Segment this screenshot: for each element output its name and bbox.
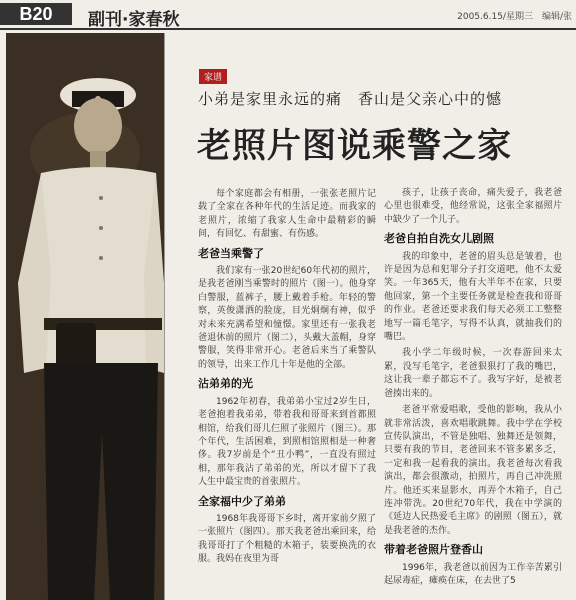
category-tag: 家谱 <box>199 69 227 84</box>
article-subtitle: 小弟是家里永远的痛 香山是父亲心中的憾 <box>198 90 503 108</box>
old-photo-policeman <box>6 33 165 600</box>
paragraph: 孩子，让孩子丧命，痛失爱子，我老爸心里也很难受，他经常说，这张全家福照片中缺少了一个儿子。 <box>384 188 562 225</box>
subheading: 老爸自拍自洗女儿剧照 <box>384 232 494 246</box>
subheading: 老爸当乘警了 <box>198 246 264 260</box>
subheading: 全家福中少了弟弟 <box>198 494 286 508</box>
subheading: 带着老爸照片登香山 <box>384 543 483 557</box>
paragraph: 我小学二年级时候，一次春游回来太累，没写毛笔字，老爸狠狠打了我的嘴巴，这让我一辈子都忘不了。我写字好，是被老爸揍出来的。 <box>384 348 562 399</box>
paragraph: 1962年初春，我弟弟小宝过2岁生日，老爸抱着我弟弟，带着我和哥哥来到首都照相馆，给我们哥儿仨照了张照片（图三）。那个年代，生活困难，到照相馆照相是一种奢侈。我7岁前是个“丑小鸭”，一直没有照过相，那年我沾了弟弟的光，所以才留下了我人生中最宝贵的首张照片。 <box>198 396 376 488</box>
left-text-column <box>198 188 376 570</box>
article-title: 老照片图说乘警之家 <box>197 126 512 166</box>
paragraph: 1968年我哥哥下乡时，离开家前夕照了一张照片（图四）。那天我老爸出乘回来，给我哥哥打了个粗糙的木箱子，装要换洗的衣服。我妈在夜里为哥 <box>198 513 376 565</box>
date-info: 2005.6.15/星期三 编辑/张 <box>457 12 572 22</box>
policeman-figure <box>6 33 164 600</box>
page-number-badge: B20 <box>0 3 72 25</box>
right-text-column <box>384 187 562 591</box>
paragraph: 我们家有一张20世纪60年代初的照片，是我老爸刚当乘警时的照片（图一）。他身穿白警服，蓝裤子，腰上戴着手枪。年轻的警察，英俊潇洒的脸庞，目光炯炯有神，似乎对未来充满希望和憧憬。家里还有一张我老爸退休前的照片（图二），头戴大盖帽，身穿警服，笑得非常开心。老爸后来当了乘警队的领导，出来工作几十年是他的全部。 <box>198 266 376 370</box>
page-header <box>0 0 576 30</box>
paragraph: 1996年，我老爸以前因为工作辛苦累引起尿毒症，瘫痪在床，在去世了5 <box>384 562 562 586</box>
paragraph: 老爸平常爱唱歌，受他的影响，我从小就非常活泼，喜欢唱歌跳舞。我中学在学校宣传队演出，不管是独唱、独舞还是领舞，只要有我的节目，老爸回来不管多累多乏，一定和我一起看我的演出。我老爸每次看我演出，都会很激动，拍照片，再自己冲洗照片。他还买来显影水，再弄个木箱子，自己连冲带洗。20世纪70年代，我在中学演的《延边人民热爱毛主席》的剧照（图五），就是我老爸的杰作。 <box>384 405 562 536</box>
section-title: 副刊·家春秋 <box>88 10 180 30</box>
paragraph: 我的印象中，老爸的眉头总是皱着，也许是因为总和犯罪分子打交道吧，他不太爱笑。一年365天，他有大半年不在家，只要他回家，第一个主要任务就是检查我和哥哥的作业。老爸还要求我们每天必须工工整整地写一篇毛笔字，写得不认真，就抽我们的嘴巴。 <box>384 251 562 343</box>
subheading: 沾弟弟的光 <box>198 377 253 391</box>
paragraph: 每个家庭都会有相册，一张张老照片记载了全家在各种年代的生活足迹。而我家的老照片，浓缩了我家人生命中最精彩的瞬间，有回忆、有甜蜜、有伤感。 <box>198 189 376 240</box>
